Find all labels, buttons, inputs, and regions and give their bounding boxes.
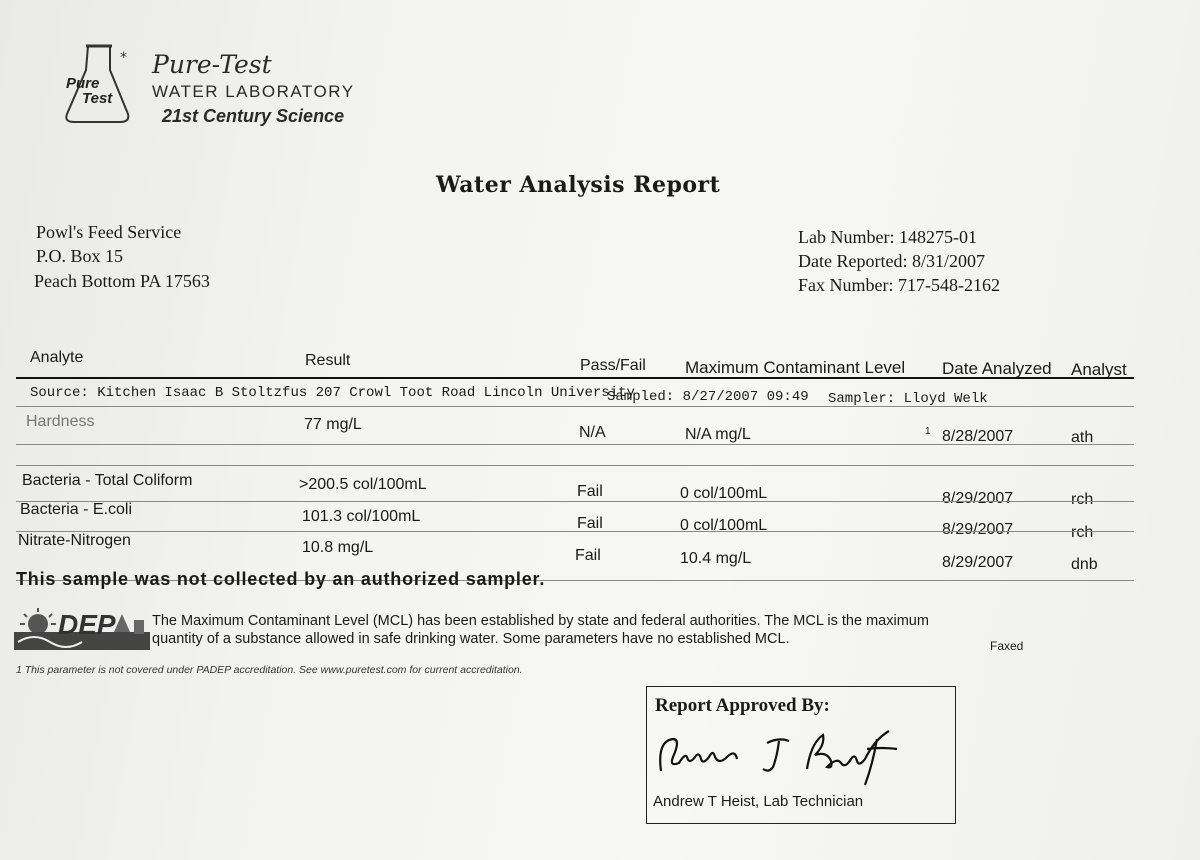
header-mcl: Maximum Contaminant Level bbox=[685, 358, 906, 377]
logo-text-bottom: Test bbox=[82, 90, 113, 107]
date-cell: 8/29/2007 bbox=[942, 490, 1014, 507]
header-analyst: Analyst bbox=[1071, 360, 1127, 379]
lab-subtitle: WATER LABORATORY bbox=[152, 82, 355, 101]
footnote-marker: 1 bbox=[925, 426, 931, 437]
row-rule bbox=[16, 501, 1134, 502]
flask-logo-icon bbox=[58, 40, 138, 130]
source-rule bbox=[16, 406, 1134, 407]
header-date-analyzed: Date Analyzed bbox=[942, 359, 1052, 378]
analyte-cell: Bacteria - E.coli bbox=[20, 501, 133, 518]
lab-number-label: Lab Number: bbox=[798, 227, 895, 247]
pass-fail-cell: Fail bbox=[577, 483, 603, 500]
approver-name: Andrew T Heist, Lab Technician bbox=[653, 793, 864, 810]
date-cell: 8/28/2007 bbox=[942, 428, 1014, 445]
fax-number-label: Fax Number: bbox=[798, 275, 894, 295]
source-info: Source: Kitchen Isaac B Stoltzfus 207 Crowl Toot Road Lincoln University bbox=[30, 385, 635, 401]
pass-fail-cell: N/A bbox=[579, 424, 606, 441]
mcl-cell: 0 col/100mL bbox=[680, 485, 768, 502]
header-result: Result bbox=[305, 352, 351, 369]
client-address-line1: P.O. Box 15 bbox=[36, 246, 124, 266]
analyte-cell: Hardness bbox=[26, 413, 95, 430]
mcl-note: The Maximum Contaminant Level (MCL) has been established by state and federal authorities. The MCL is the maximum quantity of a substance allowed in safe drinking water. Some parameters have no established MCL. bbox=[152, 613, 929, 647]
lab-name: Pure-Test bbox=[152, 50, 272, 79]
client-name: Powl's Feed Service bbox=[36, 222, 182, 242]
lab-number: 148275-01 bbox=[898, 227, 977, 247]
lab-number-line bbox=[798, 227, 977, 248]
header-analyte: Analyte bbox=[30, 349, 84, 366]
analyst-cell: rch bbox=[1071, 491, 1094, 508]
analyst-cell: ath bbox=[1071, 429, 1094, 446]
analyte-cell: Nitrate-Nitrogen bbox=[18, 532, 131, 549]
result-cell: 10.8 mg/L bbox=[302, 539, 374, 556]
mcl-cell: 10.4 mg/L bbox=[680, 550, 752, 567]
svg-text:*: * bbox=[120, 50, 127, 66]
date-reported-line bbox=[798, 251, 985, 272]
date-cell: 8/29/2007 bbox=[942, 521, 1014, 538]
lab-tagline: 21st Century Science bbox=[162, 106, 345, 126]
result-cell: 101.3 col/100mL bbox=[302, 508, 421, 525]
header-pass-fail: Pass/Fail bbox=[580, 357, 646, 374]
sampler-info: Sampler: Lloyd Welk bbox=[828, 391, 988, 407]
dep-logo-icon bbox=[14, 606, 150, 652]
report-title: Water Analysis Report bbox=[436, 172, 721, 198]
dep-logo-text: DEP bbox=[58, 609, 116, 640]
client-address-line2: Peach Bottom PA 17563 bbox=[34, 271, 210, 291]
logo-text-top: Pure bbox=[66, 75, 100, 92]
row-rule bbox=[16, 444, 1134, 445]
pass-fail-cell: Fail bbox=[577, 515, 603, 532]
pass-fail-cell: Fail bbox=[575, 547, 601, 564]
faxed-stamp: Faxed bbox=[990, 639, 1024, 653]
row-rule bbox=[16, 465, 1134, 466]
header-rule bbox=[16, 377, 1134, 379]
analyst-cell: dnb bbox=[1071, 556, 1098, 573]
analyte-cell: Bacteria - Total Coliform bbox=[22, 472, 193, 489]
approval-box bbox=[646, 686, 956, 824]
date-cell: 8/29/2007 bbox=[942, 554, 1014, 571]
analyst-cell: rch bbox=[1071, 524, 1094, 541]
mcl-cell: 0 col/100mL bbox=[680, 517, 768, 534]
unauthorized-sampler-warning: This sample was not collected by an authorized sampler. bbox=[16, 569, 546, 589]
mcl-cell: N/A mg/L bbox=[685, 426, 751, 443]
signature-icon bbox=[651, 723, 951, 787]
date-reported: 8/31/2007 bbox=[911, 251, 985, 271]
result-cell: 77 mg/L bbox=[304, 416, 362, 433]
fax-number: 717-548-2162 bbox=[897, 275, 1000, 295]
date-reported-label: Date Reported: bbox=[798, 251, 908, 271]
sampled-info: Sampled: 8/27/2007 09:49 bbox=[607, 389, 809, 405]
result-cell: >200.5 col/100mL bbox=[299, 476, 427, 493]
row-rule bbox=[16, 531, 1134, 532]
accreditation-footnote: 1 This parameter is not covered under PADEP accreditation. See www.puretest.com for current accreditation. bbox=[16, 664, 523, 676]
fax-number-line bbox=[798, 275, 1000, 296]
approval-title: Report Approved By: bbox=[655, 695, 830, 716]
